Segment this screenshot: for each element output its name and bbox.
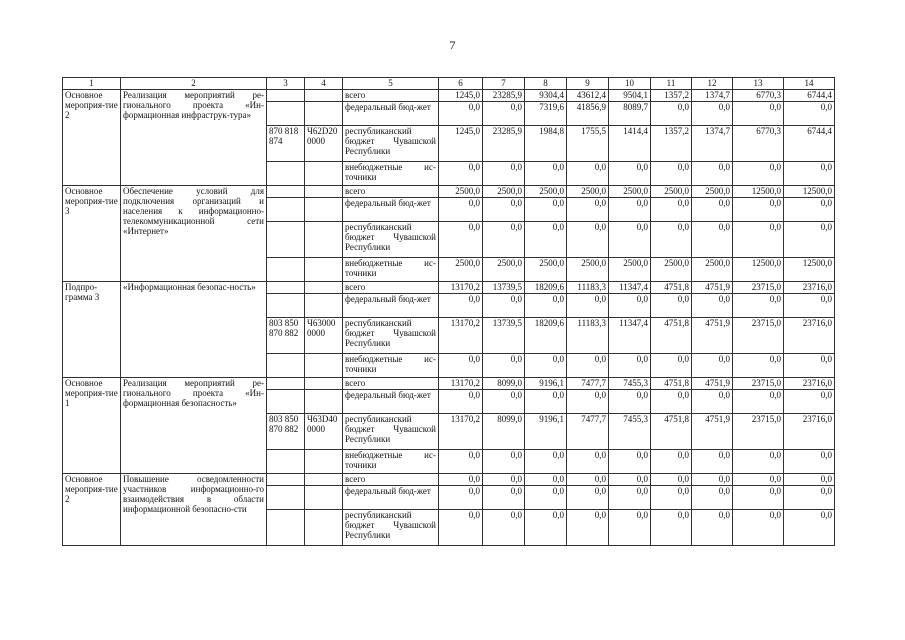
value-cell: 0,0 — [439, 294, 483, 318]
value-cell: 0,0 — [525, 198, 567, 222]
header-cell: 6 — [439, 78, 483, 90]
value-cell: 2500,0 — [651, 258, 692, 282]
value-cell: 0,0 — [692, 510, 733, 546]
value-cell: 11183,3 — [567, 318, 609, 354]
program-name-cell: Основное мероприя-тие 2 — [63, 90, 121, 186]
value-cell: 0,0 — [525, 162, 567, 186]
funding-source-cell: внебюджетные ис-точники — [343, 450, 439, 474]
value-cell: 0,0 — [784, 474, 835, 486]
program-description-cell: Реализация мероприятий ре-гионального проекта «Ин-формационная безопасность» — [121, 378, 267, 474]
value-cell: 0,0 — [651, 102, 692, 126]
table-header-row — [63, 78, 835, 90]
value-cell: 0,0 — [733, 162, 784, 186]
value-cell: 0,0 — [439, 162, 483, 186]
classification-cell — [305, 486, 343, 510]
value-cell: 0,0 — [784, 222, 835, 258]
value-cell: 9196,1 — [525, 414, 567, 450]
header-cell: 1 — [63, 78, 121, 90]
value-cell: 12500,0 — [784, 186, 835, 198]
program-name-cell: Основное мероприя-тие 2 — [63, 474, 121, 546]
value-cell: 18209,6 — [525, 282, 567, 294]
value-cell: 1357,2 — [651, 126, 692, 162]
value-cell: 0,0 — [784, 486, 835, 510]
value-cell: 0,0 — [784, 162, 835, 186]
value-cell: 0,0 — [483, 474, 525, 486]
value-cell: 0,0 — [784, 198, 835, 222]
value-cell: 0,0 — [692, 294, 733, 318]
value-cell: 1357,2 — [651, 90, 692, 102]
value-cell: 0,0 — [651, 450, 692, 474]
value-cell: 0,0 — [692, 198, 733, 222]
value-cell: 0,0 — [692, 162, 733, 186]
classification-cell — [305, 510, 343, 546]
value-cell: 0,0 — [692, 486, 733, 510]
funding-source-cell: всего — [343, 378, 439, 390]
code-cell — [267, 90, 305, 102]
value-cell: 23716,0 — [784, 318, 835, 354]
classification-cell — [305, 450, 343, 474]
value-cell: 1374,7 — [692, 90, 733, 102]
header-cell: 4 — [305, 78, 343, 90]
value-cell: 13170,2 — [439, 414, 483, 450]
code-cell — [267, 282, 305, 294]
value-cell: 0,0 — [651, 510, 692, 546]
classification-cell: Ч63000 0000 — [305, 318, 343, 354]
value-cell: 2500,0 — [692, 186, 733, 198]
value-cell: 0,0 — [609, 390, 651, 414]
table-row — [63, 474, 835, 486]
program-name-cell: Основное мероприя-тие 1 — [63, 378, 121, 474]
value-cell: 0,0 — [567, 198, 609, 222]
value-cell: 6770,3 — [733, 90, 784, 102]
value-cell: 0,0 — [567, 474, 609, 486]
header-cell: 8 — [525, 78, 567, 90]
value-cell: 23285,9 — [483, 90, 525, 102]
classification-cell — [305, 222, 343, 258]
code-cell — [267, 510, 305, 546]
value-cell: 0,0 — [525, 474, 567, 486]
value-cell: 23715,0 — [733, 378, 784, 390]
value-cell: 1414,4 — [609, 126, 651, 162]
value-cell: 0,0 — [784, 354, 835, 378]
value-cell: 0,0 — [483, 354, 525, 378]
code-cell — [267, 258, 305, 282]
value-cell: 8099,0 — [483, 414, 525, 450]
value-cell: 0,0 — [567, 354, 609, 378]
code-cell — [267, 354, 305, 378]
value-cell: 0,0 — [439, 354, 483, 378]
code-cell — [267, 486, 305, 510]
program-description-cell: «Информационная безопас-ность» — [121, 282, 267, 378]
value-cell: 0,0 — [784, 510, 835, 546]
classification-cell — [305, 90, 343, 102]
program-name-cell: Подпро-грамма 3 — [63, 282, 121, 378]
value-cell: 0,0 — [609, 510, 651, 546]
value-cell: 23285,9 — [483, 126, 525, 162]
code-cell — [267, 186, 305, 198]
value-cell: 13170,2 — [439, 282, 483, 294]
value-cell: 1374,7 — [692, 126, 733, 162]
value-cell: 23716,0 — [784, 378, 835, 390]
value-cell: 1245,0 — [439, 126, 483, 162]
value-cell: 0,0 — [733, 102, 784, 126]
header-cell: 14 — [784, 78, 835, 90]
value-cell: 0,0 — [567, 162, 609, 186]
value-cell: 0,0 — [651, 474, 692, 486]
value-cell: 2500,0 — [439, 258, 483, 282]
funding-source-cell: федеральный бюд-жет — [343, 486, 439, 510]
funding-source-cell: внебюджетные ис-точники — [343, 258, 439, 282]
page-number: 7 — [449, 38, 456, 52]
classification-cell: Ч63D40 0000 — [305, 414, 343, 450]
value-cell: 2500,0 — [692, 258, 733, 282]
value-cell: 0,0 — [733, 510, 784, 546]
value-cell: 23716,0 — [784, 414, 835, 450]
classification-cell: Ч62D20 0000 — [305, 126, 343, 162]
value-cell: 4751,9 — [692, 414, 733, 450]
value-cell: 1245,0 — [439, 90, 483, 102]
table-row — [63, 282, 835, 294]
code-cell — [267, 162, 305, 186]
classification-cell — [305, 294, 343, 318]
value-cell: 0,0 — [483, 222, 525, 258]
value-cell: 0,0 — [567, 510, 609, 546]
value-cell: 11183,3 — [567, 282, 609, 294]
value-cell: 4751,9 — [692, 282, 733, 294]
value-cell: 0,0 — [483, 486, 525, 510]
value-cell: 18209,6 — [525, 318, 567, 354]
table-row — [63, 378, 835, 390]
value-cell: 2500,0 — [483, 258, 525, 282]
value-cell: 2500,0 — [439, 186, 483, 198]
value-cell: 7455,3 — [609, 414, 651, 450]
value-cell: 12500,0 — [733, 186, 784, 198]
funding-source-cell: всего — [343, 282, 439, 294]
value-cell: 0,0 — [692, 102, 733, 126]
classification-cell — [305, 258, 343, 282]
code-cell: 870 818 874 — [267, 126, 305, 162]
header-cell: 2 — [121, 78, 267, 90]
funding-source-cell: республиканский бюджет Чувашской Республики — [343, 222, 439, 258]
classification-cell — [305, 186, 343, 198]
classification-cell — [305, 102, 343, 126]
value-cell: 11347,4 — [609, 282, 651, 294]
header-cell: 7 — [483, 78, 525, 90]
value-cell: 7477,7 — [567, 414, 609, 450]
value-cell: 0,0 — [525, 450, 567, 474]
value-cell: 0,0 — [609, 354, 651, 378]
value-cell: 7455,3 — [609, 378, 651, 390]
program-description-cell: Повышение осведомленности участников информационно-го взаимодействия в области информационной безопасно-сти — [121, 474, 267, 546]
funding-source-cell: федеральный бюд-жет — [343, 198, 439, 222]
value-cell: 0,0 — [567, 486, 609, 510]
value-cell: 2500,0 — [609, 258, 651, 282]
value-cell: 0,0 — [439, 390, 483, 414]
value-cell: 23716,0 — [784, 282, 835, 294]
header-cell: 12 — [692, 78, 733, 90]
code-cell — [267, 222, 305, 258]
funding-source-cell: федеральный бюд-жет — [343, 390, 439, 414]
value-cell: 0,0 — [733, 390, 784, 414]
funding-source-cell: федеральный бюд-жет — [343, 102, 439, 126]
value-cell: 0,0 — [609, 486, 651, 510]
value-cell: 6744,4 — [784, 90, 835, 102]
value-cell: 8089,7 — [609, 102, 651, 126]
value-cell: 23715,0 — [733, 414, 784, 450]
value-cell: 0,0 — [439, 510, 483, 546]
value-cell: 41856,9 — [567, 102, 609, 126]
classification-cell — [305, 474, 343, 486]
funding-source-cell: внебюджетные ис-точники — [343, 354, 439, 378]
value-cell: 1755,5 — [567, 126, 609, 162]
value-cell: 0,0 — [525, 510, 567, 546]
code-cell — [267, 474, 305, 486]
value-cell: 0,0 — [692, 390, 733, 414]
value-cell: 9504,1 — [609, 90, 651, 102]
value-cell: 0,0 — [439, 450, 483, 474]
classification-cell — [305, 198, 343, 222]
value-cell: 0,0 — [525, 486, 567, 510]
value-cell: 0,0 — [733, 294, 784, 318]
value-cell: 4751,9 — [692, 378, 733, 390]
value-cell: 0,0 — [567, 390, 609, 414]
value-cell: 0,0 — [483, 162, 525, 186]
value-cell: 0,0 — [651, 354, 692, 378]
value-cell: 7477,7 — [567, 378, 609, 390]
value-cell: 2500,0 — [567, 186, 609, 198]
value-cell: 0,0 — [733, 474, 784, 486]
value-cell: 0,0 — [784, 390, 835, 414]
program-name-cell: Основное мероприя-тие 3 — [63, 186, 121, 282]
value-cell: 2500,0 — [651, 186, 692, 198]
value-cell: 0,0 — [439, 486, 483, 510]
value-cell: 0,0 — [609, 450, 651, 474]
code-cell: 803 850 870 882 — [267, 414, 305, 450]
value-cell: 0,0 — [692, 354, 733, 378]
value-cell: 0,0 — [525, 294, 567, 318]
header-cell: 9 — [567, 78, 609, 90]
code-cell — [267, 390, 305, 414]
funding-source-cell: внебюджетные ис-точники — [343, 162, 439, 186]
value-cell: 0,0 — [692, 222, 733, 258]
value-cell: 1984,8 — [525, 126, 567, 162]
value-cell: 0,0 — [609, 162, 651, 186]
program-description-cell: Реализация мероприятий ре-гионального проекта «Ин-формационная инфраструк-тура» — [121, 90, 267, 186]
header-cell: 3 — [267, 78, 305, 90]
header-cell: 10 — [609, 78, 651, 90]
funding-source-cell: республиканский бюджет Чувашской Республики — [343, 126, 439, 162]
value-cell: 0,0 — [525, 390, 567, 414]
program-description-cell: Обеспечение условий для подключения организаций и населения к информационно-телекоммуникационной сети «Интернет» — [121, 186, 267, 282]
value-cell: 0,0 — [733, 450, 784, 474]
funding-source-cell: всего — [343, 186, 439, 198]
value-cell: 0,0 — [651, 390, 692, 414]
funding-source-cell: республиканский бюджет Чувашской Республики — [343, 414, 439, 450]
funding-source-cell: всего — [343, 474, 439, 486]
funding-source-cell: республиканский бюджет Чувашской Республики — [343, 510, 439, 546]
table-row — [63, 186, 835, 198]
code-cell — [267, 378, 305, 390]
budget-table — [62, 77, 835, 546]
header-cell: 11 — [651, 78, 692, 90]
classification-cell — [305, 282, 343, 294]
value-cell: 2500,0 — [567, 258, 609, 282]
value-cell: 0,0 — [784, 294, 835, 318]
value-cell: 0,0 — [439, 102, 483, 126]
value-cell: 0,0 — [525, 222, 567, 258]
value-cell: 0,0 — [567, 222, 609, 258]
table-row — [63, 90, 835, 102]
value-cell: 0,0 — [483, 450, 525, 474]
classification-cell — [305, 354, 343, 378]
funding-source-cell: федеральный бюд-жет — [343, 294, 439, 318]
value-cell: 6770,3 — [733, 126, 784, 162]
value-cell: 2500,0 — [483, 186, 525, 198]
value-cell: 0,0 — [483, 102, 525, 126]
value-cell: 13170,2 — [439, 378, 483, 390]
value-cell: 0,0 — [483, 390, 525, 414]
value-cell: 0,0 — [784, 450, 835, 474]
value-cell: 0,0 — [439, 198, 483, 222]
classification-cell — [305, 162, 343, 186]
value-cell: 0,0 — [733, 486, 784, 510]
value-cell: 23715,0 — [733, 318, 784, 354]
value-cell: 0,0 — [733, 198, 784, 222]
value-cell: 4751,8 — [651, 318, 692, 354]
value-cell: 0,0 — [733, 354, 784, 378]
funding-source-cell: всего — [343, 90, 439, 102]
value-cell: 0,0 — [609, 198, 651, 222]
value-cell: 4751,9 — [692, 318, 733, 354]
value-cell: 9196,1 — [525, 378, 567, 390]
classification-cell — [305, 390, 343, 414]
value-cell: 43612,4 — [567, 90, 609, 102]
code-cell — [267, 102, 305, 126]
value-cell: 8099,0 — [483, 378, 525, 390]
value-cell: 0,0 — [651, 162, 692, 186]
value-cell: 0,0 — [483, 510, 525, 546]
value-cell: 4751,8 — [651, 414, 692, 450]
value-cell: 0,0 — [651, 486, 692, 510]
value-cell: 0,0 — [567, 450, 609, 474]
value-cell: 0,0 — [651, 198, 692, 222]
value-cell: 9304,4 — [525, 90, 567, 102]
value-cell: 0,0 — [483, 294, 525, 318]
value-cell: 12500,0 — [733, 258, 784, 282]
value-cell: 0,0 — [651, 294, 692, 318]
value-cell: 0,0 — [692, 474, 733, 486]
header-cell: 5 — [343, 78, 439, 90]
code-cell — [267, 450, 305, 474]
value-cell: 2500,0 — [609, 186, 651, 198]
value-cell: 4751,8 — [651, 282, 692, 294]
funding-source-cell: республиканский бюджет Чувашской Республики — [343, 318, 439, 354]
value-cell: 0,0 — [483, 198, 525, 222]
value-cell: 0,0 — [609, 474, 651, 486]
value-cell: 0,0 — [733, 222, 784, 258]
value-cell: 0,0 — [651, 222, 692, 258]
value-cell: 0,0 — [784, 102, 835, 126]
value-cell: 0,0 — [439, 222, 483, 258]
value-cell: 0,0 — [525, 354, 567, 378]
value-cell: 11347,4 — [609, 318, 651, 354]
value-cell: 0,0 — [692, 450, 733, 474]
value-cell: 0,0 — [439, 474, 483, 486]
value-cell: 12500,0 — [784, 258, 835, 282]
header-cell: 13 — [733, 78, 784, 90]
value-cell: 23715,0 — [733, 282, 784, 294]
classification-cell — [305, 378, 343, 390]
value-cell: 13739,5 — [483, 282, 525, 294]
code-cell — [267, 198, 305, 222]
value-cell: 7319,6 — [525, 102, 567, 126]
code-cell — [267, 294, 305, 318]
value-cell: 4751,8 — [651, 378, 692, 390]
value-cell: 2500,0 — [525, 258, 567, 282]
value-cell: 13170,2 — [439, 318, 483, 354]
value-cell: 0,0 — [609, 294, 651, 318]
value-cell: 2500,0 — [525, 186, 567, 198]
value-cell: 0,0 — [609, 222, 651, 258]
value-cell: 0,0 — [567, 294, 609, 318]
value-cell: 13739,5 — [483, 318, 525, 354]
value-cell: 6744,4 — [784, 126, 835, 162]
code-cell: 803 850 870 882 — [267, 318, 305, 354]
